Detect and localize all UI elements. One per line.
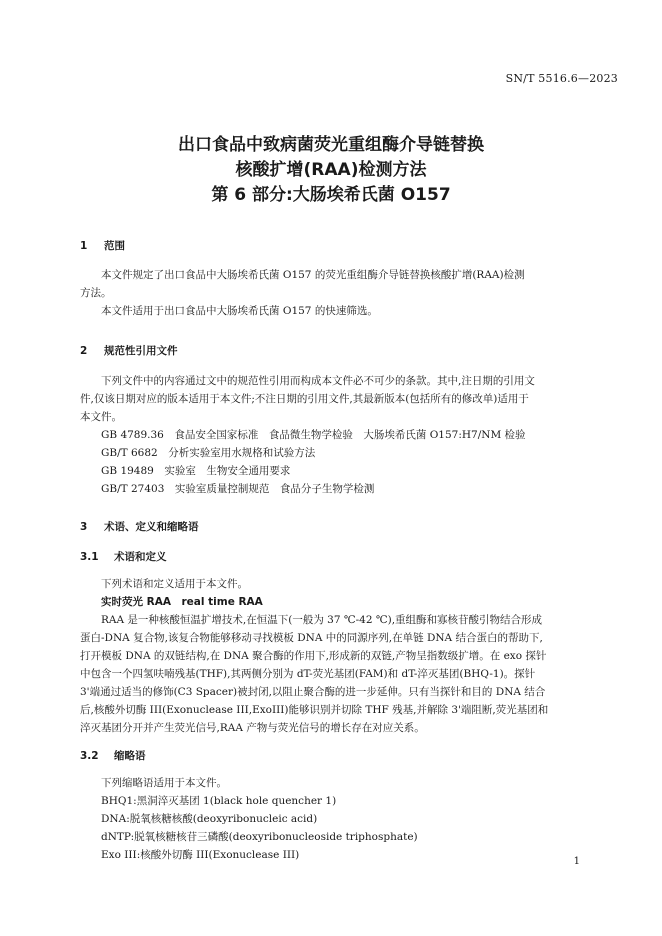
section-number: 3 xyxy=(80,521,88,533)
definition-line: RAA 是一种核酸恒温扩增技术,在恒温下(一般为 37 ℃-42 ℃),重组酶和寡核苷酸引物结合形成 xyxy=(101,614,543,626)
paragraph: 下列缩略语适用于本文件。 xyxy=(101,777,227,789)
page-number: 1 xyxy=(573,856,580,867)
section-title: 缩略语 xyxy=(114,750,146,762)
term-entry: 实时荧光 RAA real time RAA xyxy=(101,596,263,608)
reference-item: GB 4789.36 食品安全国家标准 食品微生物学检验 大肠埃希氏菌 O157:H7/NM 检验 xyxy=(101,429,526,441)
title-line-3: 第 6 部分:大肠埃希氏菌 O157 xyxy=(211,185,451,205)
definition-line: 淬灭基团分开并产生荧光信号,RAA 产物与荧光信号的增长存在对应关系。 xyxy=(80,722,425,734)
section-number: 3.1 xyxy=(80,551,99,563)
section-3-1-heading xyxy=(80,549,167,564)
section-3-heading xyxy=(80,519,199,534)
definition-line: 3'端通过适当的修饰(C3 Spacer)被封闭,以阻止聚合酶的进一步延伸。只有当探针和目的 DNA 结合 xyxy=(80,686,546,698)
paragraph: 本文件规定了出口食品中大肠埃希氏菌 O157 的荧光重组酶介导链替换核酸扩增(RAA)检测 xyxy=(101,269,525,281)
paragraph: 本文件。 xyxy=(80,411,122,423)
reference-item: GB/T 27403 实验室质量控制规范 食品分子生物学检测 xyxy=(101,483,375,495)
paragraph: 方法。 xyxy=(80,287,112,299)
section-title: 规范性引用文件 xyxy=(104,345,178,357)
reference-item: GB 19489 实验室 生物安全通用要求 xyxy=(101,465,291,477)
section-title: 术语和定义 xyxy=(114,551,167,563)
definition-line: 蛋白-DNA 复合物,该复合物能够移动寻找模板 DNA 中的同源序列,在单链 DNA 结合蛋白的帮助下, xyxy=(80,632,543,644)
section-2-heading xyxy=(80,343,178,358)
paragraph: 下列文件中的内容通过文中的规范性引用而构成本文件必不可少的条款。其中,注日期的引用文 xyxy=(101,375,535,387)
section-number: 1 xyxy=(80,240,88,252)
abbreviation-item: DNA:脱氧核糖核酸(deoxyribonucleic acid) xyxy=(101,813,318,825)
abbreviation-item: BHQ1:黑洞淬灭基团 1(black hole quencher 1) xyxy=(101,795,337,807)
section-title: 范围 xyxy=(104,240,125,252)
section-number: 2 xyxy=(80,345,88,357)
title-line-2: 核酸扩增(RAA)检测方法 xyxy=(235,160,427,180)
paragraph: 本文件适用于出口食品中大肠埃希氏菌 O157 的快速筛选。 xyxy=(101,305,378,317)
definition-line: 后,核酸外切酶 III(Exonuclease III,ExoIII)能够识别并切除 THF 残基,并解除 3'端阻断,荧光基团和 xyxy=(80,704,549,716)
section-3-2-heading xyxy=(80,748,146,763)
definition-line: 打开模板 DNA 的双链结构,在 DNA 聚合酶的作用下,形成新的双链,产物呈指数级扩增。在 exo 探针 xyxy=(80,650,547,662)
paragraph: 件,仅该日期对应的版本适用于本文件;不注日期的引用文件,其最新版本(包括所有的修改单)适用于 xyxy=(80,393,529,405)
abbreviation-item: dNTP:脱氧核糖核苷三磷酸(deoxyribonucleoside triphosphate) xyxy=(101,831,418,843)
section-title: 术语、定义和缩略语 xyxy=(104,521,199,533)
definition-line: 中包含一个四氢呋喃残基(THF),其两侧分别为 dT-荧光基团(FAM)和 dT-淬灭基团(BHQ-1)。探针 xyxy=(80,668,536,680)
standard-code: SN/T 5516.6—2023 xyxy=(505,72,618,85)
section-1-heading xyxy=(80,238,125,253)
paragraph: 下列术语和定义适用于本文件。 xyxy=(101,578,248,590)
section-number: 3.2 xyxy=(80,750,99,762)
title-line-1: 出口食品中致病菌荧光重组酶介导链替换 xyxy=(178,135,484,155)
reference-item: GB/T 6682 分析实验室用水规格和试验方法 xyxy=(101,447,316,459)
abbreviation-item: Exo III:核酸外切酶 III(Exonuclease III) xyxy=(101,849,300,861)
